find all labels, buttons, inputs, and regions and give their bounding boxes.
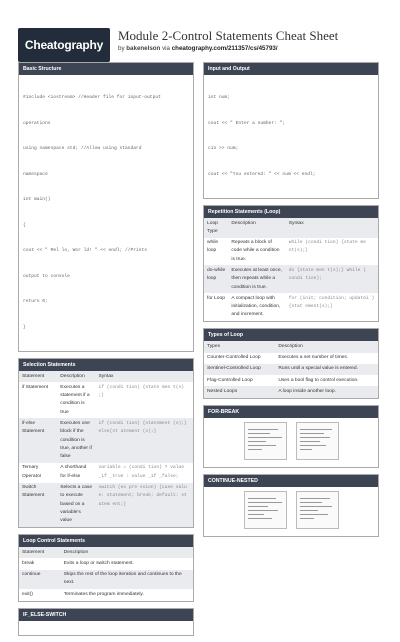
byline [118,45,278,52]
code-line: using namespace std; //Allow using standard [23,146,142,151]
column-header: Syntax [96,371,193,382]
for-break-box [203,405,379,468]
code-screenshot-image [296,491,339,529]
column-header: Description [228,218,285,238]
table-row [19,570,193,590]
for-break-title: FOR-BREAK [204,406,378,418]
description-cell: A compact loop with initialization, condition, and increment. [231,295,281,318]
continue-nested-screenshots [204,487,378,536]
table-header-row [19,371,193,382]
loop-control-table [19,547,193,600]
basic-structure-title: Basic Structure [19,63,193,75]
loop-type-cell: Flag-Controlled Loop [207,377,253,383]
syntax-cell: variable = (condi tion) ? value _if _true : value _if _false; [98,465,184,479]
statement-cell: if Statement [22,384,49,390]
right-column [203,62,379,543]
table-row [204,375,378,386]
byline-prefix: by [118,45,125,52]
syntax-cell: switch (ex pre ssion) {case valu e: statement; break; default: st atem ent;} [96,483,193,527]
column-header: Syntax [286,218,378,238]
column-header: Loop Type [204,218,228,238]
description-cell: Repeats a block of code while a condition is true. [231,240,280,262]
code-line: cout << " Mel lo, Wor ld! " << endl; //Prints [23,248,148,253]
column-header: Description [61,547,193,558]
syntax-cell: if (condi tion) {state men t(s) ;} [98,384,184,399]
code-line: operations [23,120,51,126]
selection-statements-title: Selection Statements [19,359,193,371]
table-row [19,558,193,569]
loop-type-cell: for Loop [207,295,225,301]
table-row [204,265,378,293]
repetition-statements-title: Repetition Statements (Loop) [204,206,378,218]
column-header: Statement [19,547,61,558]
code-screenshot-image [296,422,339,460]
types-of-loop-title: Types of Loop [204,329,378,341]
table-row [19,382,193,418]
code-line: cout << "You entered: " << num << endl; [208,171,316,177]
selection-statements-box [18,358,194,528]
code-line: #include <iostream> //Header file for input-output [23,95,161,100]
column-header: Description [275,341,378,352]
syntax-cell: while (condi tion) {state me nt(s);} [288,240,366,254]
sheet-header [18,28,382,62]
description-cell: Exits a loop or switch statement. [63,560,134,566]
continue-nested-box [203,474,379,537]
repetition-table [204,218,378,321]
table-row [204,353,378,364]
code-line: int num; [208,95,231,100]
statement-cell: continue [19,570,61,590]
code-line: namespace [23,171,48,177]
repetition-statements-box [203,205,379,322]
statement-cell: Switch Statement [19,483,57,527]
loop-type-cell: Nested Loops [204,386,275,397]
statement-cell: break [22,560,35,566]
syntax-cell: for (init; condition; updatei ) {stat ement(s);} [288,295,375,310]
table-row [204,238,378,266]
description-cell: Executes a set number of times. [278,355,349,361]
input-output-title: Input and Output [204,63,378,75]
left-column [18,62,194,642]
description-cell: Executes at least once, then repeats while a condition is true. [228,265,285,293]
table-row [19,589,193,600]
code-line: output to console [23,273,70,279]
loop-type-cell: do-while loop [204,265,228,293]
table-header-row [204,218,378,238]
description-cell: Runs until a special value is entered. [275,364,378,375]
table-row [19,418,193,462]
syntax-cell: do {state men t(s);} while ( condi tion); [286,265,378,293]
code-line: cin >> num; [208,146,239,151]
code-line: { [23,222,26,228]
table-header-row [204,341,378,352]
for-break-screenshots [204,418,378,467]
cheatography-logo[interactable]: Cheatography [18,28,110,62]
description-cell: A loop inside another loop. [275,386,378,397]
description-cell: Uses a bool flag to control execution. [278,377,359,383]
description-cell: Skips the rest of the loop iteration and continues to the next. [61,570,193,590]
description-cell: Selects a case to execute based on a variable's value [57,483,95,527]
if-else-switch-box [18,608,194,636]
sheet-url-link[interactable]: cheatography.com/211357/cs/45793/ [171,45,278,52]
description-cell: A shorthand for if-else [60,465,87,479]
statement-cell: if-else Statement [19,418,57,462]
types-of-loop-table [204,341,378,397]
table-row [19,483,193,527]
table-row [204,386,378,397]
code-line: int main() [23,197,51,202]
description-cell: Terminates the program immediately. [63,591,144,597]
code-screenshot-image [244,491,287,529]
loop-type-cell: Counter-Controlled Loop [207,355,261,361]
if-else-switch-content [19,621,193,635]
input-output-box [203,62,379,199]
column-header: Description [57,371,95,382]
statement-cell: exit() [22,591,33,597]
table-row [19,463,193,483]
loop-type-cell: Sentinel-Controlled Loop [204,364,275,375]
description-cell: Executes one block if the condition is true, another if false [57,418,95,462]
table-header-row [19,547,193,558]
code-line: } [23,324,26,330]
input-output-code [204,75,378,198]
if-else-switch-title: IF_ELSE-SWITCH [19,609,193,621]
basic-structure-box [18,62,194,352]
basic-structure-code [19,75,193,351]
code-line: return 0; [23,299,48,304]
author-link[interactable]: bakenelson [126,45,161,52]
selection-table [19,371,193,527]
code-screenshot-image [244,422,287,460]
byline-via: via [162,45,170,52]
description-cell: Executes a statement if a condition is true [60,384,90,415]
loop-type-cell: while loop [207,240,219,254]
syntax-cell: if (condi tion) {statement (s);} else{st atement (s);} [96,418,193,462]
loop-control-title: Loop Control Statements [19,535,193,547]
code-line: cout << " Enter a number: "; [208,120,286,126]
table-row [204,293,378,321]
loop-control-box [18,534,194,601]
continue-nested-title: CONTINUE-NESTED [204,475,378,487]
statement-cell: Ternary Operator [22,465,42,479]
types-of-loop-box [203,328,379,398]
column-header: Statement [19,371,57,382]
table-row [204,364,378,375]
column-header: Types [204,341,275,352]
page-title: Module 2-Control Statements Cheat Sheet [118,28,339,43]
